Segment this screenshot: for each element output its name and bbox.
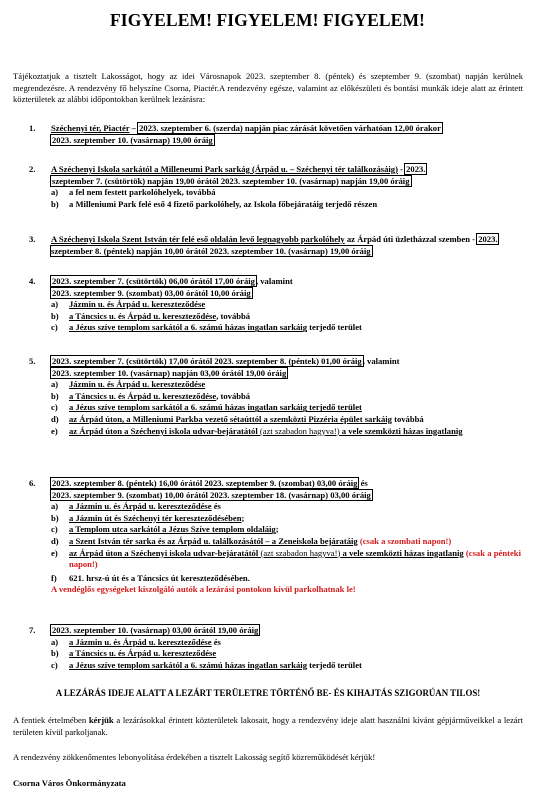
prohibition-warning: A LEZÁRÁS IDEJE ALATT A LEZÁRT TERÜLETRE TÖRTÉNŐ BE- ÉS KIHAJTÁS SZIGORÚAN TILOS! <box>55 688 481 698</box>
item-rest: továbbá <box>391 413 424 424</box>
conjunction-text: és <box>358 478 368 488</box>
section-number: 1. <box>29 123 36 133</box>
item-letter: e) <box>51 425 58 436</box>
item-text: a Jázmin u. és Árpád u. kereszteződése <box>69 636 212 647</box>
item-text: a fel nem festett parkolóhelyek, továbbá <box>69 187 216 198</box>
conjunction-text: , valamint <box>255 276 293 286</box>
section-number: 4. <box>29 276 36 286</box>
item-text: a Táncsics u. és Árpád u. kereszteződése <box>69 648 217 659</box>
section-6 <box>31 478 521 596</box>
list-item <box>51 402 521 414</box>
item-text: a Jézus szíve templom sarkától a 6. számú házas ingatlan sarkáig <box>69 659 307 670</box>
item-text: a Táncsics u. és Árpád u. kereszteződése <box>69 390 217 401</box>
item-letter: a) <box>51 636 59 647</box>
list-item <box>51 391 521 403</box>
item-text: a Milleniumi Park felé eső 4 fizető parkolóhely, az Iskola főbejáratáig terjedő részen <box>69 198 378 209</box>
signature: Csorna Város Önkormányzata <box>13 778 126 788</box>
list-item <box>51 660 521 672</box>
section-7 <box>31 625 521 671</box>
item-rest: terjedő terület <box>307 322 362 333</box>
item-text: a Táncsics u. és Árpád u. kereszteződése <box>69 310 217 321</box>
request-post: a lezárásokkal érintett közterületek lakosait, hogy a rendezvény ideje alatt használni kívánt gépjárműveikkel a lezárt területen kívül parkoljanak. <box>13 715 523 737</box>
time-box: 2023. szeptember 10. (vasárnap) 19,00 óráig <box>52 134 213 145</box>
section-number: 5. <box>29 356 36 366</box>
section-number: 2. <box>29 164 36 174</box>
time-box: szeptember 7. (csütörtök) napján 19,00 órától 2023. szeptember 10. (vasárnap) napján 19,00 óráig <box>52 175 410 186</box>
page-title: FIGYELEM! FIGYELEM! FIGYELEM! <box>110 10 425 30</box>
section-5 <box>31 356 521 437</box>
item-letter: c) <box>51 402 58 413</box>
item-letter: b) <box>51 198 59 209</box>
item-text: Jázmin u. és Árpád u. kereszteződése <box>69 379 206 390</box>
list-item <box>51 199 521 211</box>
list-item <box>51 536 521 548</box>
item-text: a Szent István tér sarka és az Árpád u. találkozásától – a Zeneiskola bejáratáig <box>69 535 358 546</box>
item-letter: c) <box>51 322 58 333</box>
section-1 <box>31 123 521 146</box>
location-text: Széchenyi tér, Piactér <box>51 123 130 133</box>
section-2 <box>31 164 521 210</box>
location-text: A Széchenyi Iskola sarkától a Milleneumi Park sarkág (Árpád u. – Széchenyi tér találkozásáig) <box>51 164 398 174</box>
time-box: 2023. <box>406 164 426 174</box>
section-number: 6. <box>29 478 36 488</box>
list-item <box>51 548 521 571</box>
list-item <box>51 299 521 311</box>
item-red-note: (csak a pénteki napon!) <box>69 547 521 570</box>
request-pre: A fentiek értelmében <box>13 715 89 725</box>
item-text: Jázmin u. és Árpád u. kereszteződése <box>69 299 206 310</box>
time-box: 2023. szeptember 8. (péntek) 16,00 órától 2023. szeptember 9. (szombat) 03,00 óráig <box>52 478 358 488</box>
red-notice: A vendéglős egységeket kiszolgáló autók a lezárási pontokon kívül parkolhatnak le! <box>51 584 356 595</box>
location-rest: az Árpád úti üzletházzal szemben - <box>344 234 478 244</box>
list-item <box>51 573 521 585</box>
item-letter: b) <box>51 648 59 659</box>
list-item <box>51 524 521 536</box>
item-paren-note: (azt szabadon hagyva!) <box>259 425 340 436</box>
item-text: a vele szemközti házas ingatlanig <box>340 547 464 558</box>
item-rest: , továbbá <box>216 390 251 401</box>
item-red-note: (csak a szombati napon!) <box>357 535 452 546</box>
list-item <box>51 322 521 334</box>
time-box: 2023. szeptember 10. (vasárnap) 03,00 órától 19,00 óráig <box>52 625 259 635</box>
item-text: a vele szemközti házas ingatlanig <box>339 425 463 436</box>
item-rest: , továbbá <box>216 310 251 321</box>
item-letter: b) <box>51 310 59 321</box>
time-box: 2023. szeptember 7. (csütörtök) 17,00 órától 2023. szeptember 8. (péntek) 01,00 óráig <box>52 356 362 366</box>
item-text: 621. hrsz-ú út és a Táncsics út kereszteződésében. <box>69 572 250 583</box>
time-box: 2023. szeptember 9. (szombat) 10,00 órától 2023. szeptember 18. (vasárnap) 03,00 óráig <box>52 489 371 500</box>
item-rest: ; <box>275 524 279 535</box>
thanks-paragraph: A rendezvény zökkenőmentes lebonyolítása érdekében a tisztelt Lakosság segítő közreműködését kérjük! <box>13 752 376 762</box>
item-rest: ; <box>241 512 245 523</box>
list-item <box>51 379 521 391</box>
item-letter: a) <box>51 379 59 390</box>
list-item <box>51 414 521 426</box>
item-letter: a) <box>51 187 59 198</box>
item-rest: és <box>211 501 221 512</box>
list-item <box>51 187 521 199</box>
item-letter: c) <box>51 524 58 535</box>
item-text: a Jézus szíve templom sarkától a 6. számú házas ingatlan sarkáig terjedő terület <box>69 402 362 413</box>
list-item <box>51 637 521 649</box>
section-4 <box>31 276 521 334</box>
item-text: a Jázmin út és Széchenyi tér kereszteződésében <box>69 512 242 523</box>
time-box: 2023. szeptember 7. (csütörtök) 06,00 órától 17,00 óráig <box>52 276 255 286</box>
conjunction-text: , valamint <box>362 356 400 366</box>
dash-text: – <box>129 123 139 133</box>
time-box: 2023. szeptember 9. (szombat) 03,00 órától 10,00 óráig <box>52 287 251 298</box>
item-rest: terjedő terület <box>307 659 362 670</box>
intro-paragraph: Tájékoztatjuk a tisztelt Lakosságot, hogy az idei Városnapok 2023. szeptember 8. (péntek) és szeptember 9. (szombat) napján kerülnek megrendezésre. A rendezvény fő helyszíne Csorna, Piactér.A rendezvény egésze, valamint az előkészületi és bontási munkák ideje alatt az érintett közterületek az alábbi időpontokban kerülnek lezárásra: <box>13 71 523 104</box>
dash-text: - <box>397 164 406 174</box>
list-item <box>51 311 521 323</box>
item-text: az Árpád úton a Széchenyi iskola udvar-bejáratától <box>69 425 260 436</box>
item-letter: b) <box>51 390 59 401</box>
list-item <box>51 501 521 513</box>
location-text: A Széchenyi Iskola Szent István tér felé eső oldalán levő legnagyobb parkolóhely <box>51 234 345 244</box>
item-letter: d) <box>51 413 59 424</box>
section-3 <box>31 234 521 257</box>
time-box: 2023. szeptember 8. (péntek) napján 10,00 órától 2023. szeptember 10. (vasárnap) 19,00 óráig <box>51 234 498 256</box>
list-item <box>51 648 521 660</box>
item-letter: b) <box>51 512 59 523</box>
item-letter: a) <box>51 501 59 512</box>
item-letter: d) <box>51 535 59 546</box>
list-item <box>51 513 521 525</box>
item-letter: c) <box>51 659 58 670</box>
section-number: 7. <box>29 625 36 635</box>
request-bold: kérjük <box>88 715 114 725</box>
item-text: a Jézus szíve templom sarkától a 6. számú házas ingatlan sarkáig <box>69 322 307 333</box>
time-box: 2023. szeptember 6. (szerda) napján piac zárását követően várhatóan 12,00 órakor <box>139 123 441 133</box>
list-item <box>51 426 521 438</box>
time-box: 2023. szeptember 10. (vasárnap) napján 03,00 órától 19,00 óráig <box>52 367 287 378</box>
item-letter: e) <box>51 547 58 558</box>
item-rest: és <box>211 636 221 647</box>
item-paren-note: (azt szabadon hagyva!) <box>260 547 341 558</box>
item-text: a Templom utca sarkától a Jézus Szíve templom oldaláig <box>69 524 276 535</box>
section-number: 3. <box>29 234 36 244</box>
item-letter: a) <box>51 299 59 310</box>
item-text: az Árpád úton a Széchenyi iskola udvar-bejáratától <box>69 547 261 558</box>
item-text: a Jázmin u. és Árpád u. kereszteződése <box>69 501 212 512</box>
request-paragraph <box>13 715 523 738</box>
item-letter: f) <box>51 572 57 583</box>
item-text: az Árpád úton, a Milleniumi Parkba vezető sétaúttól a szemközti Pizzéria épület sarkáig <box>69 413 392 424</box>
